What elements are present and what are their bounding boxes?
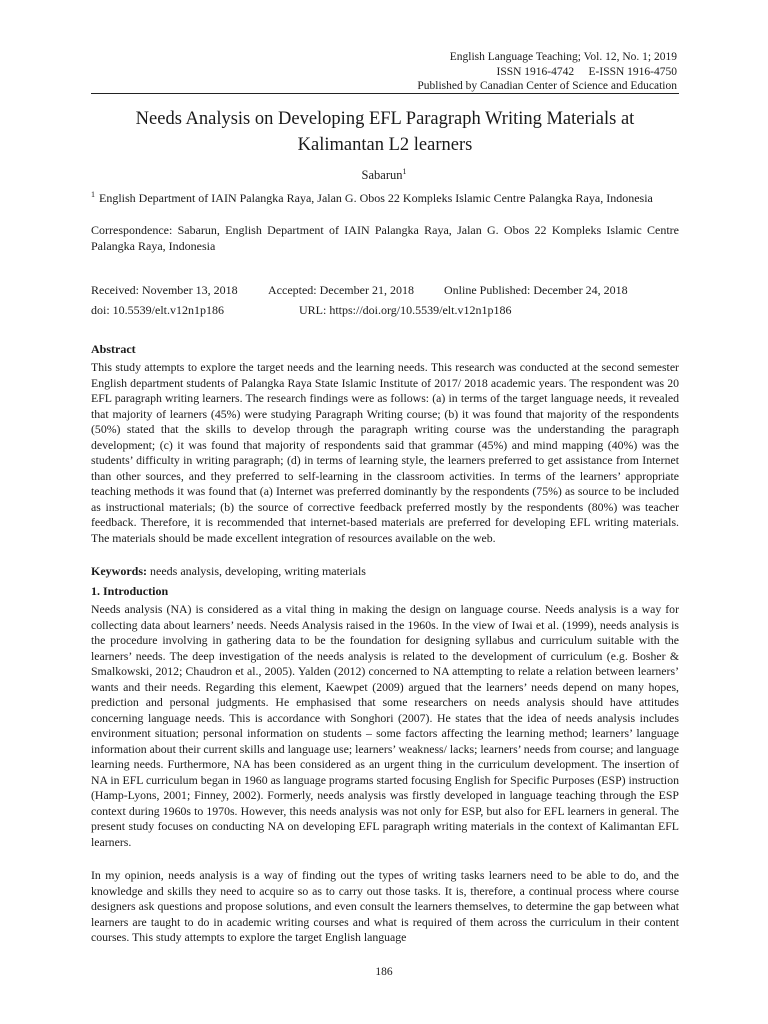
url-link[interactable]: URL: https://doi.org/10.5539/elt.v12n1p186 (299, 303, 512, 317)
journal-header (417, 50, 677, 94)
abstract-heading: Abstract (91, 342, 136, 356)
header-rule (91, 93, 679, 94)
author-line (0, 167, 768, 183)
publisher-info: Published by Canadian Center of Science and Education (417, 80, 677, 92)
abstract-text: This study attempts to explore the target needs and the learning needs. This research was conducted at the second semester English department students of Palangka Raya State Islamic Institute of 2017/ 2018 academic years. The respondent was 20 EFL paragraph writing learners. The research findings were as follows: (a) in terms of the target language needs, it revealed that majority of learners (45%) were studying Paragraph Writing course; (b) it was found that majority of the respondents (50%) stated that the skills to develop through the paragraph writing course was the understanding the paragraph development; (c) it was found that majority of respondents said that grammar (45%) and mind mapping (40%) was the students’ difficulty in writing paragraph; (d) in terms of learning style, the learners preferred to get assistance from Internet than other sources, and they preferred to self-learning in the classroom activities. In terms of the learners’ appropriate teaching methods it was found that (a) Internet was preferred dominantly by the respondents (75%) as source to be included as instructional materials; (b) the source of corrective feedback preferred mostly by the respondents (80%) was teacher feedback. Therefore, it is recommended that internet-based materials are preferred for developing EFL writing materials. The materials should be made excellent integration of resources available on the web. (91, 360, 679, 545)
introduction-heading: 1. Introduction (91, 584, 169, 598)
published-date: Online Published: December 24, 2018 (444, 283, 628, 297)
paper-title (91, 106, 679, 158)
page-number: 186 (375, 966, 393, 978)
author-superscript: 1 (402, 167, 407, 176)
keywords-text: needs analysis, developing, writing materials (147, 564, 366, 578)
introduction-paragraph-1: Needs analysis (NA) is considered as a vital thing in making the design on language course. Needs analysis is a way for collecting data about learners’ needs. Needs Analysis raised in the 1960s. In the view of Iwai et al. (1999), needs analysis is the procedure involving in gathering data to be the foundation for designing syllabus and curriculum suitable with the learners’ needs. The deep investigation of the needs analysis is related to the development of curriculum (e.g. Bosher & Smalkowski, 2012; Chaudron et al., 2005). Yalden (2012) concerned to NA attempting to relate a relation between learners’ wants and their needs. Regarding this element, Kaewpet (2009) argued that the learners’ needs depend on many hopes, prediction and personal judgments. He emphasised that some researchers on needs analysis should have attitudes concerning language needs. This is accordance with Songhori (2007). He states that the idea of needs analysis includes environment situation; personal information on students – some factors affecting the learning method; learners’ language information about their current skills and language use; learners’ weakness/ lacks; learners’ needs from course; and language learning needs. Furthermore, NA has been considered as an urgent thing in the curriculum development. The insertion of NA in EFL curriculum began in 1960 as language programs started focusing English for Specific Purposes (ESP) instruction (Hamp-Lyons, 2001; Finney, 2002). Formerly, needs analysis was firstly developed in language teaching through the ESP context during 1960s to 1970s. However, this needs analysis was not only for ESP, but also for EFL learners in general. The present study focuses on conducting NA on developing EFL paragraph writing materials in the context of Kalimantan EFL learners. (91, 602, 679, 849)
journal-info: English Language Teaching; Vol. 12, No. 1; 2019 (449, 51, 677, 63)
introduction-paragraph-2: In my opinion, needs analysis is a way of finding out the types of writing tasks learners need to be able to do, and the knowledge and skills they need to acquire so as to carry out those tasks. It is, therefore, a continual process where course designers ask questions and propose solutions, and even consult the learners themselves, to determine the gap between what learners are taught to do in academic writing courses and what is required of them across the curriculum in their content courses. This study attempts to explore the target English language (91, 868, 679, 944)
author-name: Sabarun (361, 168, 403, 183)
issn-info: ISSN 1916-4742 E-ISSN 1916-4750 (496, 65, 677, 78)
affiliation (91, 187, 679, 206)
correspondence: Correspondence: Sabarun, English Department of IAIN Palangka Raya, Jalan G. Obos 22 Kompleks Islamic Centre Palangka Raya, Indonesia (91, 223, 679, 253)
affiliation-text: English Department of IAIN Palangka Raya, Jalan G. Obos 22 Kompleks Islamic Centre Palangka Raya, Indonesia (99, 191, 653, 205)
title-line-1: Needs Analysis on Developing EFL Paragraph Writing Materials at (135, 109, 635, 129)
title-line-2: Kalimantan L2 learners (297, 135, 473, 155)
keywords (91, 564, 366, 579)
doi-text: doi: 10.5539/elt.v12n1p186 (91, 303, 224, 317)
received-date: Received: November 13, 2018 (91, 283, 238, 297)
keywords-label: Keywords: (91, 564, 147, 578)
affiliation-marker: 1 (91, 190, 95, 199)
accepted-date: Accepted: December 21, 2018 (268, 283, 414, 297)
